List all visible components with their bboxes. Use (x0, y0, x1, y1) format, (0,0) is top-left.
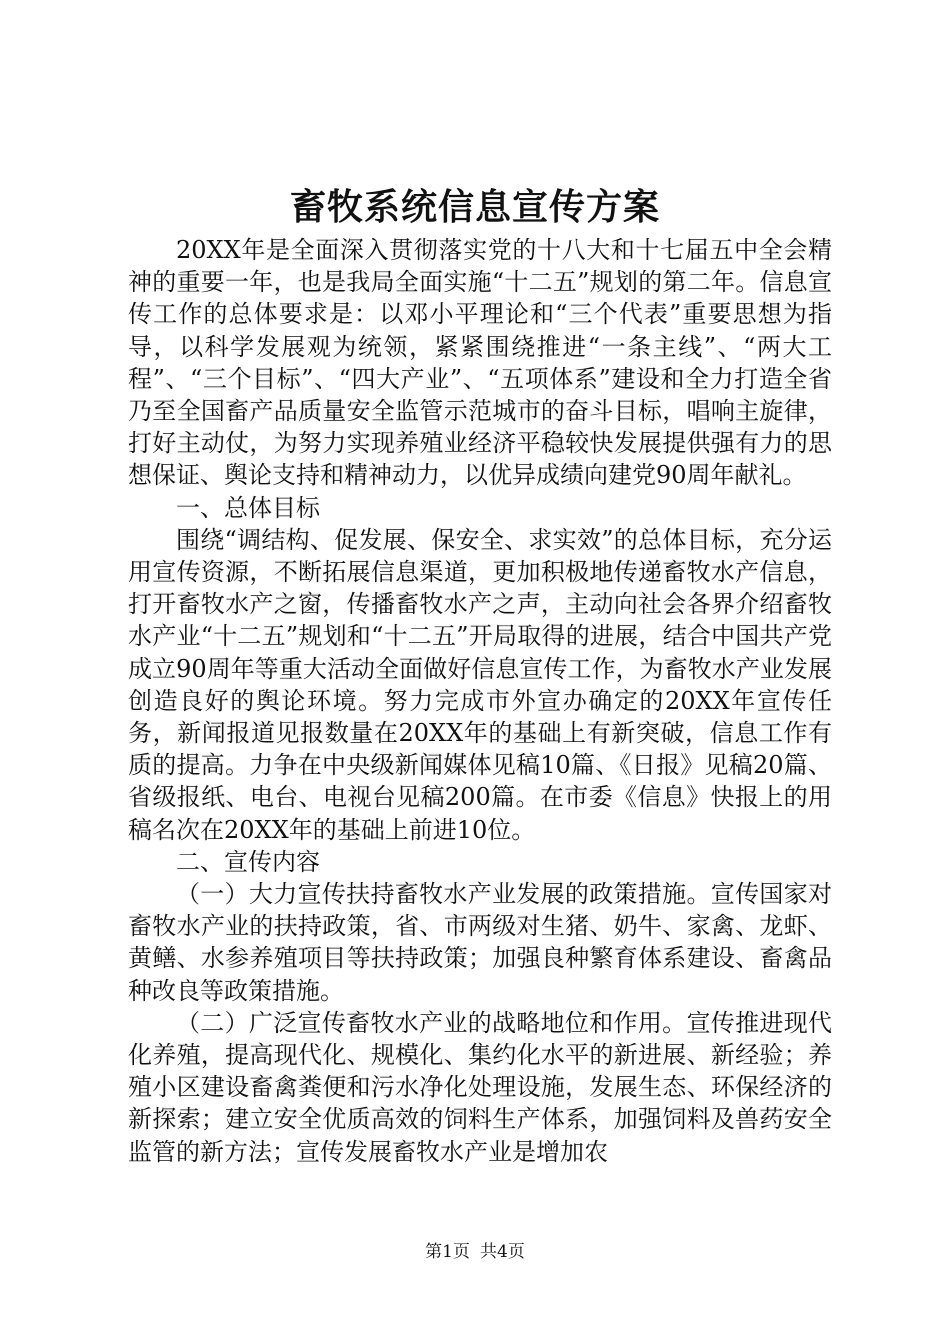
page-total: 共4页 (480, 1242, 525, 1262)
document-title: 畜牧系统信息宣传方案 (289, 186, 660, 228)
section-heading-goals: 一、总体目标 (176, 493, 320, 522)
page-footer (0, 1240, 950, 1264)
intro-paragraph: 20XX年是全面深入贯彻落实党的十八大和十七届五中全会精神的重要一年，也是我局全面实施“十二五”规划的第二年。信息宣传工作的总体要求是：以邓小平理论和“三个代表”重要思想为指导，以科学发展观为统领，紧紧围绕推进“一条主线”、“两大工程”、“三个目标”、“四大产业”、“五项体系”建设和全力打造全省乃至全国畜产品质量安全监管示范城市的奋斗目标，唱响主旋律，打好主动仗，为努力实现养殖业经济平稳较快发展提供强有力的思想保证、舆论支持和精神动力，以优异成绩向建党90周年献礼。 (128, 236, 832, 490)
page-number: 第1页 (425, 1242, 470, 1262)
goals-paragraph: 围绕“调结构、促发展、保安全、求实效”的总体目标，充分运用宣传资源，不断拓展信息渠道，更加积极地传递畜牧水产信息，打开畜牧水产之窗，传播畜牧水产之声，主动向社会各界介绍畜牧水产业“十二五”规划和“十二五”开局取得的进展，结合中国共产党成立90周年等重大活动全面做好信息宣传工作，为畜牧水产业发展创造良好的舆论环境。努力完成市外宣办确定的20XX年宣传任务，新闻报道见报数量在20XX年的基础上有新突破，信息工作有质的提高。力争在中央级新闻媒体见稿10篇、《日报》见稿20篇、省级报纸、电台、电视台见稿200篇。在市委《信息》快报上的用稿名次在20XX年的基础上前进10位。 (128, 525, 832, 844)
content-paragraph-1: （一）大力宣传扶持畜牧水产业发展的政策措施。宣传国家对畜牧水产业的扶持政策，省、市两级对生猪、奶牛、家禽、龙虾、黄鳝、水参养殖项目等扶持政策；加强良种繁育体系建设、畜禽品种改良等政策措施。 (128, 880, 832, 1005)
document-body (128, 234, 832, 1168)
content-paragraph-2: （二）广泛宣传畜牧水产业的战略地位和作用。宣传推进现代化养殖，提高现代化、规模化、集约化水平的新进展、新经验；养殖小区建设畜禽粪便和污水净化处理设施，发展生态、环保经济的新探索；建立安全优质高效的饲料生产体系，加强饲料及兽药安全监管的新方法；宣传发展畜牧水产业是增加农 (128, 1008, 832, 1166)
section-heading-content: 二、宣传内容 (176, 847, 320, 876)
